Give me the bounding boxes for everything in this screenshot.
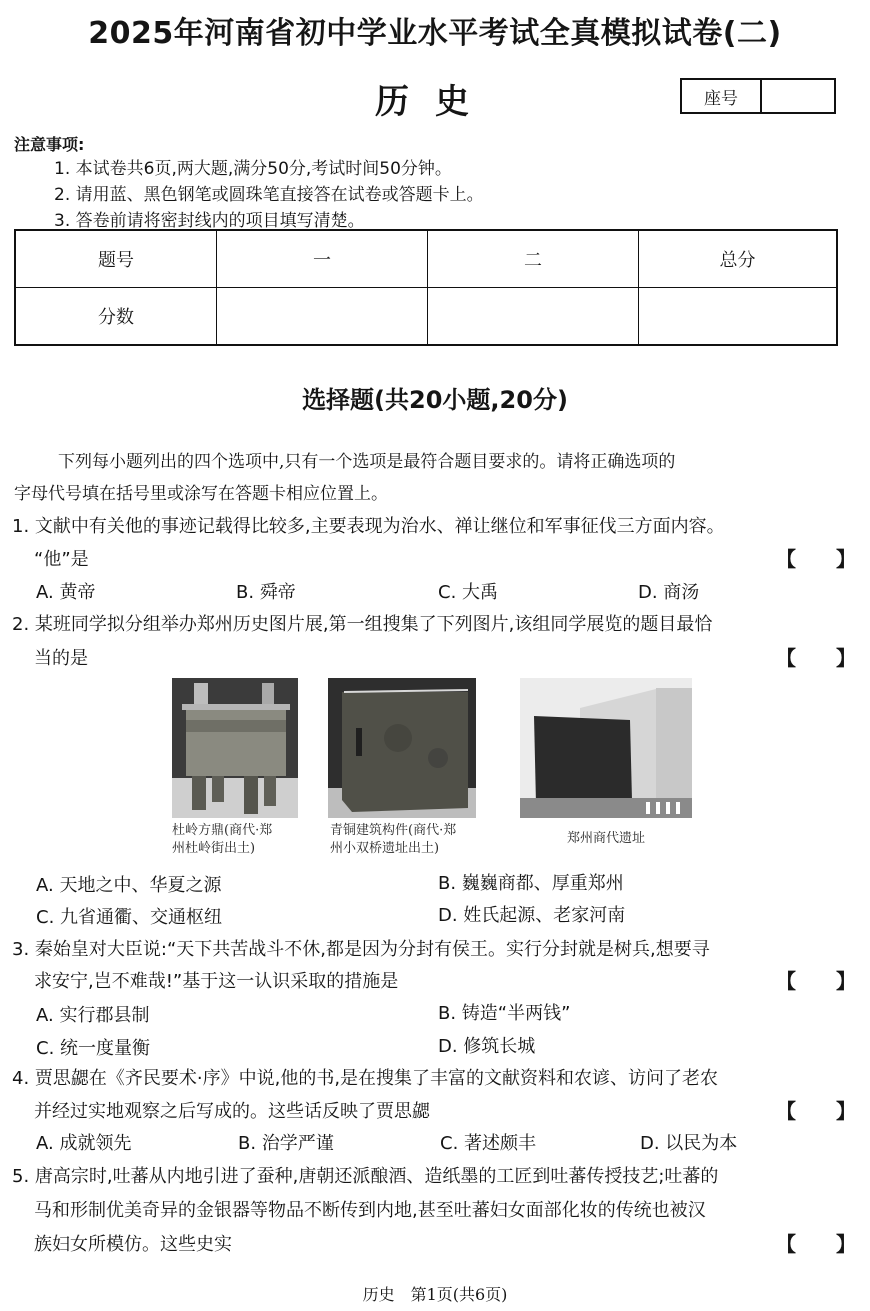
question-1-option-a[interactable]: A. 黄帝 xyxy=(36,582,96,603)
score-cell-part-2[interactable] xyxy=(428,288,639,346)
bronze-ding-illustration xyxy=(172,678,298,818)
question-2-option-a[interactable]: A. 天地之中、华夏之源 xyxy=(36,875,222,896)
subject-title: 历史 xyxy=(375,82,495,122)
score-row-label: 分数 xyxy=(15,288,217,346)
header-cell-question-number: 题号 xyxy=(15,230,217,288)
section-heading: 选择题(共20小题,20分) xyxy=(302,386,568,414)
instruction-line-2: 字母代号填在括号里或涂写在答题卡相应位置上。 xyxy=(14,484,388,504)
question-2-text-line-1: 2. 某班同学拟分组举办郑州历史图片展,第一组搜集了下列图片,该组同学展览的题目最恰 xyxy=(12,614,713,635)
question-3-option-c[interactable]: C. 统一度量衡 xyxy=(36,1038,151,1059)
score-table-score-row xyxy=(15,288,837,346)
question-5-text-line-2: 马和形制优美奇异的金银器等物品不断传到内地,甚至吐蕃妇女面部化妆的传统也被汉 xyxy=(34,1200,706,1221)
notice-item-3: 3. 答卷前请将密封线内的项目填写清楚。 xyxy=(54,211,365,231)
picture-1-caption xyxy=(172,822,302,858)
question-1-text-line-1: 1. 文献中有关他的事迹记载得比较多,主要表现为治水、禅让继位和军事征伐三方面内容。 xyxy=(12,516,725,537)
question-4-answer-bracket[interactable]: 【 】 xyxy=(776,1099,856,1123)
question-3-answer-bracket[interactable]: 【 】 xyxy=(776,969,856,993)
question-3-option-d[interactable]: D. 修筑长城 xyxy=(438,1036,536,1057)
score-cell-total[interactable] xyxy=(639,288,838,346)
question-3-option-a[interactable]: A. 实行郡县制 xyxy=(36,1005,150,1026)
picture-2-caption-line-1: 青铜建筑构件(商代·郑 xyxy=(330,823,457,838)
page-footer: 历史 第1页(共6页) xyxy=(362,1285,508,1304)
question-4-option-a[interactable]: A. 成就领先 xyxy=(36,1133,132,1154)
header-cell-part-1: 一 xyxy=(217,230,428,288)
question-2-text-line-2: 当的是 xyxy=(34,648,88,669)
notice-title: 注意事项: xyxy=(14,135,85,154)
question-4-option-b[interactable]: B. 治学严谨 xyxy=(238,1133,334,1154)
question-3-text-line-1: 3. 秦始皇对大臣说:“天下共苦战斗不休,都是因为分封有侯王。实行分封就是树兵,想要寻 xyxy=(12,939,710,960)
score-table-header-row xyxy=(15,230,837,288)
picture-3-caption xyxy=(520,830,692,848)
score-cell-part-1[interactable] xyxy=(217,288,428,346)
question-3-text-line-2: 求安宁,岂不难哉!”基于这一认识采取的措施是 xyxy=(34,971,399,992)
question-4-text-line-2: 并经过实地观察之后写成的。这些话反映了贾思勰 xyxy=(34,1101,430,1122)
picture-1-caption-line-2: 州杜岭街出土) xyxy=(172,841,256,856)
question-1-text-line-2: “他”是 xyxy=(34,549,89,570)
question-5-text-line-1: 5. 唐高宗时,吐蕃从内地引进了蚕种,唐朝还派酿酒、造纸墨的工匠到吐蕃传授技艺;吐蕃的 xyxy=(12,1166,719,1187)
picture-zhengzhou-shang-site xyxy=(520,678,692,818)
question-5-answer-bracket[interactable]: 【 】 xyxy=(776,1232,856,1256)
stone-stele-illustration xyxy=(520,678,692,818)
question-3-option-b[interactable]: B. 铸造“半两钱” xyxy=(438,1003,571,1024)
question-1-option-d[interactable]: D. 商汤 xyxy=(638,582,700,603)
picture-1-caption-line-1: 杜岭方鼎(商代·郑 xyxy=(172,823,273,838)
exam-title: 2025年河南省初中学业水平考试全真模拟试卷(二) xyxy=(88,16,782,51)
instruction-line-1: 下列每小题列出的四个选项中,只有一个选项是最符合题目要求的。请将正确选项的 xyxy=(58,452,676,472)
picture-2-caption xyxy=(330,822,482,858)
seat-number-label: 座号 xyxy=(682,80,762,112)
picture-2-caption-line-2: 州小双桥遗址出土) xyxy=(330,841,440,856)
seat-number-field[interactable] xyxy=(762,80,834,112)
question-4-option-d[interactable]: D. 以民为本 xyxy=(640,1133,738,1154)
question-4-option-c[interactable]: C. 著述颇丰 xyxy=(440,1133,537,1154)
header-cell-part-2: 二 xyxy=(428,230,639,288)
question-1-option-b[interactable]: B. 舜帝 xyxy=(236,582,296,603)
question-2-answer-bracket[interactable]: 【 】 xyxy=(776,646,856,670)
question-1-option-c[interactable]: C. 大禹 xyxy=(438,582,499,603)
question-5-text-line-3: 族妇女所模仿。这些史实 xyxy=(34,1234,232,1255)
seat-number-box xyxy=(680,78,836,114)
picture-bronze-building-component xyxy=(328,678,476,818)
notice-item-2: 2. 请用蓝、黑色钢笔或圆珠笔直接答在试卷或答题卡上。 xyxy=(54,185,484,205)
question-2-option-d[interactable]: D. 姓氏起源、老家河南 xyxy=(438,905,626,926)
question-2-option-b[interactable]: B. 巍巍商都、厚重郑州 xyxy=(438,873,624,894)
question-4-text-line-1: 4. 贾思勰在《齐民要术·序》中说,他的书,是在搜集了丰富的文献资料和农谚、访问了老农 xyxy=(12,1068,719,1089)
bronze-block-illustration xyxy=(328,678,476,818)
question-2-option-c[interactable]: C. 九省通衢、交通枢纽 xyxy=(36,907,223,928)
header-cell-total: 总分 xyxy=(639,230,838,288)
picture-3-caption-line-1: 郑州商代遗址 xyxy=(566,831,645,846)
picture-duling-fangding xyxy=(172,678,298,818)
question-1-answer-bracket[interactable]: 【 】 xyxy=(776,547,856,571)
notice-item-1: 1. 本试卷共6页,两大题,满分50分,考试时间50分钟。 xyxy=(54,159,452,179)
score-table xyxy=(14,229,838,346)
